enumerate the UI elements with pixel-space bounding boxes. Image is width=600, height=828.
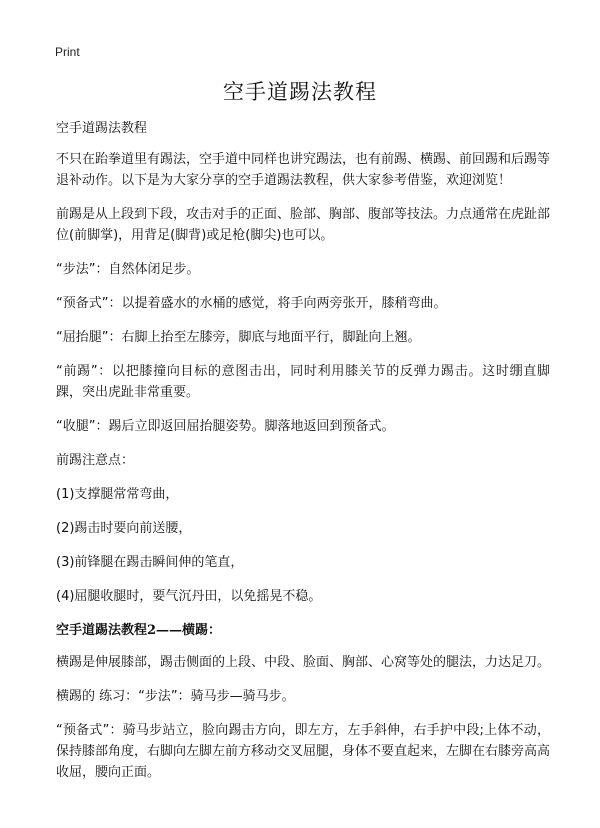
intro-paragraph: 不只在跆拳道里有踢法，空手道中同样也讲究踢法，也有前踢、横踢、前回踢和后踢等退补动作。以下是为大家分享的空手道踢法教程，供大家参考借鉴，欢迎浏览！ [56, 152, 551, 188]
article-body [56, 118, 550, 796]
section-heading-side-kick: 空手道踢法教程2——横踢： [56, 623, 222, 638]
subtitle-paragraph: 空手道踢法教程 [56, 121, 148, 136]
side-kick-ready-paragraph: “预备式”：骑马步站立，脸向踢击方向，即左方，左手斜伸，右手护中段;上体不动，保持膝部角度，右脚向左脚左前方移动交叉屈腿，身体不要直起来，左脚在右膝旁高高收屈，腰向正面。 [56, 723, 551, 780]
note-item: (1)支撑腿常常弯曲， [56, 487, 179, 502]
side-kick-paragraph: 横踢是伸展膝部，踢击侧面的上段、中段、脸面、胸部、心窝等处的腿法，力达足刀。 [56, 655, 551, 670]
note-item: (3)前锋腿在踢击瞬间伸的笔直， [56, 555, 244, 570]
side-kick-practice-paragraph: 横踢的 练习：“步法”：骑马步—骑马步。 [56, 689, 295, 704]
front-kick-paragraph: 前踢是从上段到下段，攻击对手的正面、脸部、胸部、腹部等技法。力点通常在虎趾部位(前脚掌)，用背足(脚背)或足枪(脚尖)也可以。 [56, 207, 551, 243]
note-item: (2)踢击时要向前送腰， [56, 521, 192, 536]
print-link[interactable]: Print [55, 45, 80, 59]
note-item: (4)屈腿收腿时，要气沉丹田，以免摇晃不稳。 [56, 589, 322, 604]
front-kick-action-paragraph: “前踢”：以把膝撞向目标的意图击出，同时利用膝关节的反弹力踢击。这时绷直脚踝，突出虎趾非常重要。 [56, 364, 550, 400]
knee-lift-paragraph: “屈抬腿”：右脚上抬至左膝旁，脚底与地面平行，脚趾向上翘。 [56, 330, 421, 345]
step-paragraph: “步法”：自然体闭足步。 [56, 262, 200, 277]
retract-paragraph: “收腿”：踢后立即返回屈抬腿姿势。脚落地返回到预备式。 [56, 419, 395, 434]
notes-heading: 前踢注意点： [56, 453, 135, 468]
page-title: 空手道踢法教程 [223, 80, 377, 104]
ready-stance-paragraph: “预备式”：以提着盛水的水桶的感觉，将手向两旁张开，膝稍弯曲。 [56, 296, 447, 311]
